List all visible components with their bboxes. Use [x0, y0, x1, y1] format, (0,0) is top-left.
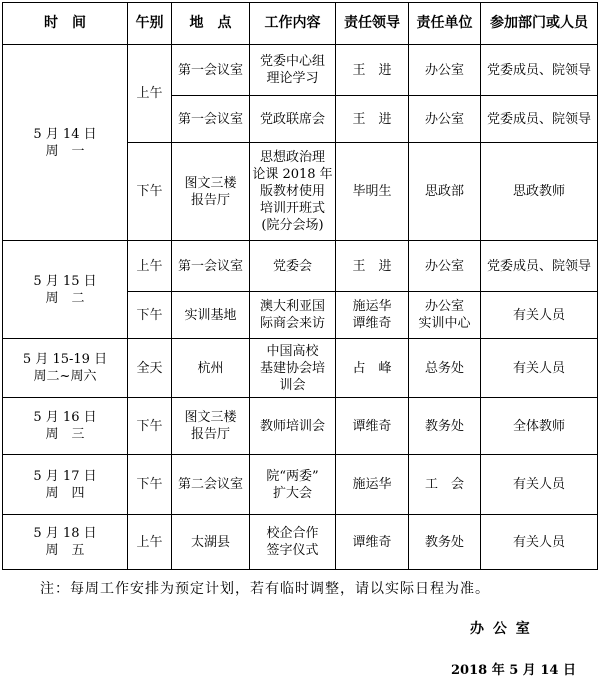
participants-cell: 有关人员	[481, 515, 598, 570]
unit-cell: 办公室	[409, 96, 481, 143]
header-period: 午别	[128, 3, 172, 45]
unit-cell: 教务处	[409, 515, 481, 570]
place-cell: 第二会议室	[172, 455, 250, 515]
content-cell: 教师培训会	[250, 398, 336, 455]
participants-cell: 全体教师	[481, 398, 598, 455]
place-cell: 图文三楼 报告厅	[172, 143, 250, 241]
unit-cell: 办公室	[409, 45, 481, 96]
header-row	[3, 3, 598, 45]
header-participants: 参加部门或人员	[481, 3, 598, 45]
table-row	[3, 241, 598, 292]
place-cell: 第一会议室	[172, 96, 250, 143]
table-row	[3, 515, 598, 570]
place-cell: 图文三楼 报告厅	[172, 398, 250, 455]
leader-cell: 施运华	[336, 455, 409, 515]
date-cell: 5 月 18 日 周 五	[3, 515, 128, 570]
place-cell: 杭州	[172, 339, 250, 398]
leader-cell: 王 进	[336, 96, 409, 143]
leader-cell: 毕明生	[336, 143, 409, 241]
unit-cell: 办公室 实训中心	[409, 292, 481, 339]
participants-cell: 党委成员、院领导	[481, 241, 598, 292]
period-cell: 下午	[128, 292, 172, 339]
date-cell: 5 月 15-19 日 周二~周六	[3, 339, 128, 398]
signature-office: 办 公 室	[470, 621, 532, 637]
content-cell: 澳大利亚国 际商会来访	[250, 292, 336, 339]
participants-cell: 思政教师	[481, 143, 598, 241]
leader-cell: 谭维奇	[336, 515, 409, 570]
unit-cell: 思政部	[409, 143, 481, 241]
content-cell: 党委中心组 理论学习	[250, 45, 336, 96]
unit-cell: 工 会	[409, 455, 481, 515]
header-time: 时 间	[3, 3, 128, 45]
date-cell: 5 月 17 日 周 四	[3, 455, 128, 515]
leader-cell: 施运华 谭维奇	[336, 292, 409, 339]
leader-cell: 王 进	[336, 45, 409, 96]
header-place: 地 点	[172, 3, 250, 45]
date-cell: 5 月 15 日 周 二	[3, 241, 128, 339]
unit-cell: 教务处	[409, 398, 481, 455]
period-cell: 上午	[128, 241, 172, 292]
period-cell: 下午	[128, 143, 172, 241]
date-cell: 5 月 16 日 周 三	[3, 398, 128, 455]
period-cell: 上午	[128, 45, 172, 143]
period-cell: 下午	[128, 398, 172, 455]
content-cell: 院“两委” 扩大会	[250, 455, 336, 515]
table-row	[3, 45, 598, 96]
schedule-table	[2, 2, 598, 570]
period-cell: 上午	[128, 515, 172, 570]
leader-cell: 占 峰	[336, 339, 409, 398]
participants-cell: 有关人员	[481, 455, 598, 515]
header-content: 工作内容	[250, 3, 336, 45]
content-cell: 党政联席会	[250, 96, 336, 143]
unit-cell: 办公室	[409, 241, 481, 292]
date-cell: 5 月 14 日 周 一	[3, 45, 128, 241]
period-cell: 全天	[128, 339, 172, 398]
content-cell: 思想政治理 论课 2018 年 版教材使用 培训开班式 (院分会场)	[250, 143, 336, 241]
leader-cell: 王 进	[336, 241, 409, 292]
unit-cell: 总务处	[409, 339, 481, 398]
content-cell: 党委会	[250, 241, 336, 292]
signature-date: 2018 年 5 月 14 日	[451, 663, 576, 678]
table-row	[3, 339, 598, 398]
participants-cell: 有关人员	[481, 339, 598, 398]
footnote: 注：每周工作安排为预定计划，若有临时调整，请以实际日程为准。	[40, 581, 490, 597]
leader-cell: 谭维奇	[336, 398, 409, 455]
place-cell: 第一会议室	[172, 45, 250, 96]
participants-cell: 有关人员	[481, 292, 598, 339]
participants-cell: 党委成员、院领导	[481, 96, 598, 143]
period-cell: 下午	[128, 455, 172, 515]
table-row	[3, 455, 598, 515]
participants-cell: 党委成员、院领导	[481, 45, 598, 96]
place-cell: 第一会议室	[172, 241, 250, 292]
content-cell: 校企合作 签字仪式	[250, 515, 336, 570]
header-leader: 责任领导	[336, 3, 409, 45]
header-unit: 责任单位	[409, 3, 481, 45]
place-cell: 实训基地	[172, 292, 250, 339]
table-row	[3, 398, 598, 455]
content-cell: 中国高校 基建协会培 训会	[250, 339, 336, 398]
place-cell: 太湖县	[172, 515, 250, 570]
